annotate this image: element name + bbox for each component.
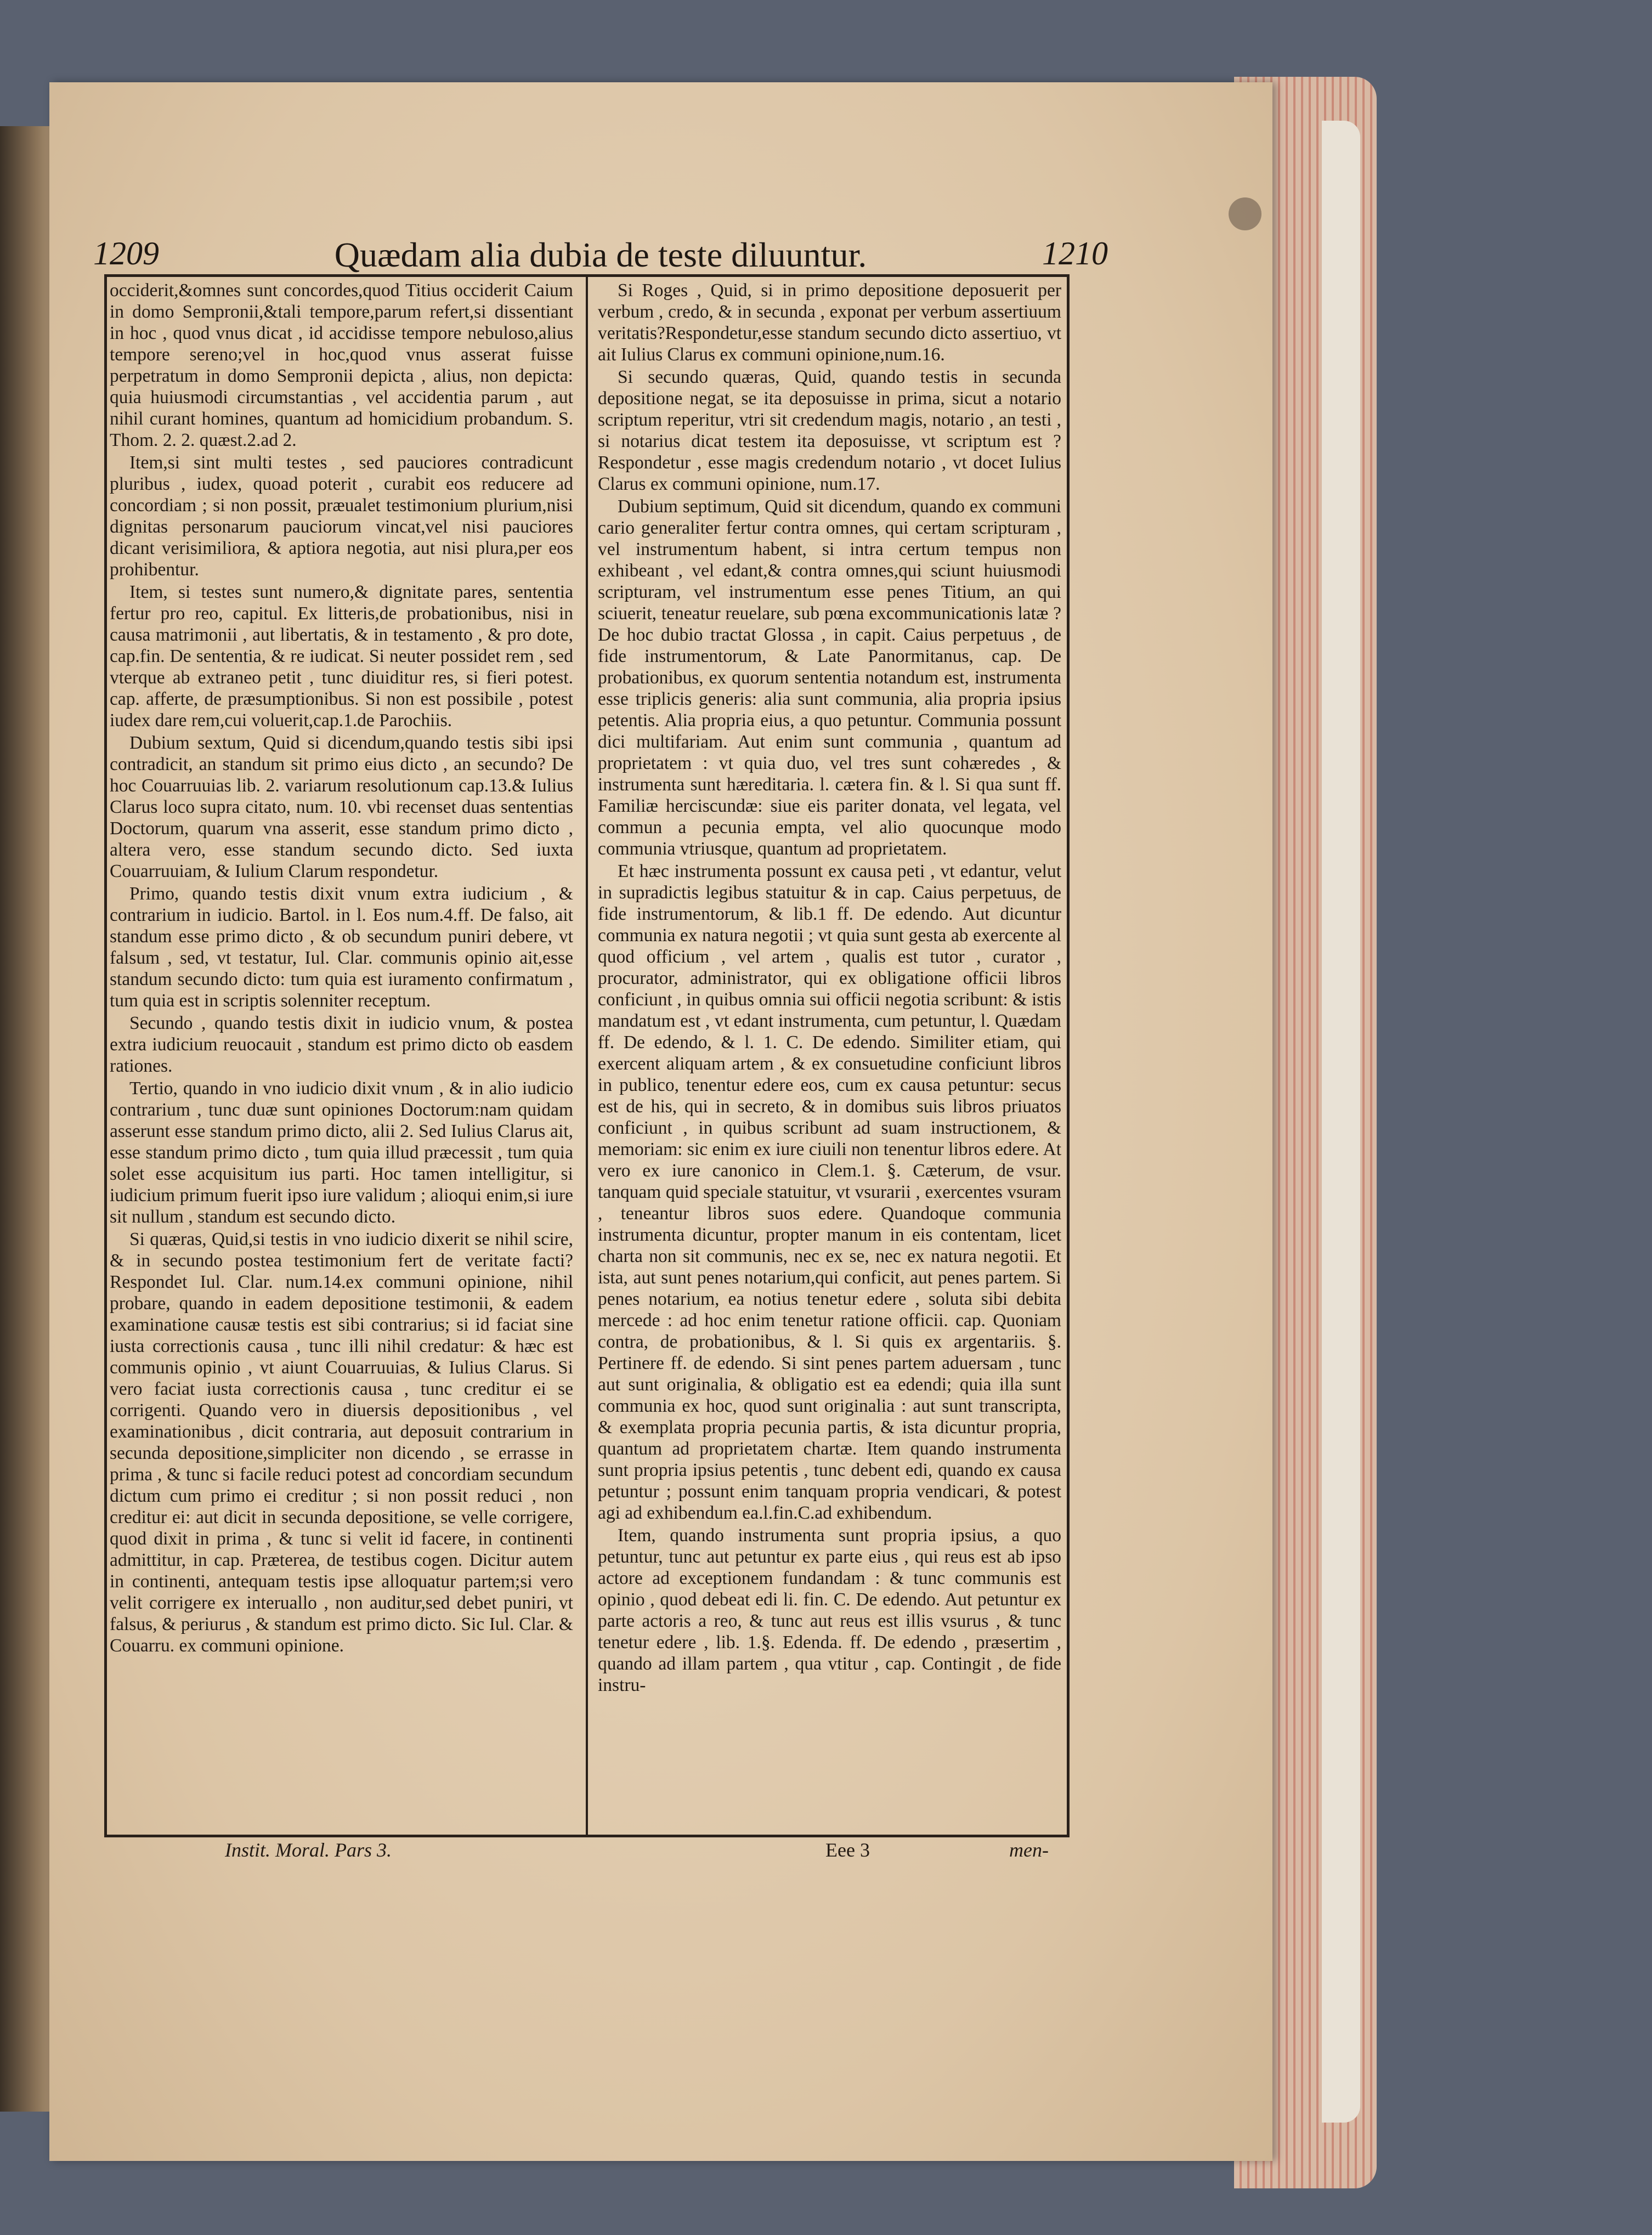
column-rule: [586, 274, 588, 1837]
footer-catchword: men-: [1009, 1839, 1049, 1861]
page-number-right: 1210: [1042, 235, 1108, 271]
paragraph: Secundo , quando testis dixit in iudicio vnum, & postea extra iudicium reuocauit , standum est primo dicto ob easdem rationes.: [110, 1013, 573, 1076]
paragraph: Si Roges , Quid, si in primo depositione deposuerit per verbum , credo, & in secunda , exponat per verbum assertiuum veritatis?Respondetur,esse standum secundo dicto assertiuo, vt ait Iulius Clarus ex communi opinione,num.16.: [598, 280, 1061, 365]
paragraph: Primo, quando testis dixit vnum extra iudicium , & contrarium in iudicio. Bartol. in l. Eos num.4.ff. De falso, ait standum esse primo dicto , & ob secundum puniri debere, vt falsum , sed, vt testatur, Iul. Clar. communis opinio ait,esse standum secundo dicto: tum quia est iuramento confirmatum , tum quia est in scriptis solenniter receptum.: [110, 884, 573, 1011]
paragraph: Dubium sextum, Quid si dicendum,quando testis sibi ipsi contradicit, an standum sit primo eius dicto , an secundo? De hoc Couarruuias lib. 2. variarum resolutionum cap.13.& Iulius Clarus loco supra citato, num. 10. vbi recenset duas sententias Doctorum, quarum vna asserit, esse standum primo dicto , altera vero, esse standum secundo dicto. Sed iuxta Couarruuiam, & Iulium Clarum respondetur.: [110, 733, 573, 881]
paragraph: occiderit,&omnes sunt concordes,quod Titius occiderit Caium in domo Sempronii,&tali tempore,parum refert,si dissentiant in hoc , quod vnus dicat , id accidisse tempore nebuloso,alius tempore sereno;vel in hoc,quod vnus asserat fuisse perpetratum in domo Sempronii depicta , alius, non depicta: quia huiusmodi circumstantias , vel accidentia parum , aut nihil curant homines, quantum ad homicidium probandum. S. Thom. 2. 2. quæst.2.ad 2.: [110, 280, 573, 450]
paragraph: Et hæc instrumenta possunt ex causa peti , vt edantur, velut in supradictis legibus statuitur & in cap. Caius perpetuus, de fide instrumentorum, & lib.1 ff. De edendo. Aut dicuntur communia ex natura negotii ; vt quia sunt gesta ab exercente al quod officium , vel artem , qualis est tutor , curator , procurator, administrator, qui ex obligatione officii libros conficiunt , in quibus omnia sui officii negotia scribunt: & istis mandatum est , vt edant instrumenta, cum petuntur, l. Quædam ff. De edendo, & l. 1. C. De edendo. Similiter etiam, qui exercent aliquam artem , & ex consuetudine conficiunt libros in publico, tenentur edere eos, cum ex causa petuntur: secus est de his, qui in secreto, & in domibus suis libros priuatos conficiunt , in quibus scribunt ad suam instructionem, & memoriam: sic enim ex iure ciuili non tenentur libros edere. At vero ex iure canonico in Clem.1. §. Cæterum, de vsur. tanquam quid speciale statuitur, vt vsurarii , exercentes vsuram , teneantur libros suos edere. Quandoque communia instrumenta dicuntur, propter manum in eis contentam, licet charta non sit communis, nec ex se, nec ex natura negotii. Et ista, aut sunt penes notarium,qui conficit, aut penes partem. Si penes notarium, ea notius tenetur edere , soluta sibi debita mercede : ad hoc enim tenetur ratione officii. cap. Quoniam contra, de probationibus, & l. Si quis ex argentariis. §. Pertinere ff. de edendo. Si sint penes partem aduersam , tunc aut sunt originalia, & obligatio est ea edendi; quia illa sunt communia ex hoc, quod sunt originalia : aut sunt transcripta, & exemplata propria pecunia partis, & ista dicuntur propria, quantum ad proprietatem chartæ. Item quando instrumenta sunt propria ipsius petentis , tunc debent edi, quando ex causa petuntur ; possunt enim tanquam propria vendicari, & potest agi ad exhibendum ea.l.fin.C.ad exhibendum.: [598, 861, 1061, 1523]
page-header: [93, 235, 1108, 273]
paragraph: Item, si testes sunt numero,& dignitate pares, sententia fertur pro reo, capitul. Ex litteris,de probationibus, nisi in causa matrimonii , aut libertatis, & in testamento , & pro dote, cap.fin. De sententia, & re iudicat. Si neuter possidet rem , sed vterque ab extraneo petit , tunc diuiditur res, si fieri potest. cap. afferte, de præsumptionibus. Si non est possibile , potest iudex dare rem,cui voluerit,cap.1.de Parochiis.: [110, 582, 573, 731]
paragraph: Item, quando instrumenta sunt propria ipsius, a quo petuntur, tunc aut petuntur ex parte eius , qui reus est ab ipso actore ad exceptionem fundandam : & tunc communis est opinio , quod debeat edi li. fin. C. De edendo. Aut petuntur ex parte actoris a reo, & tunc aut reus est illis vsurus , & tunc tenetur edere , lib. 1.§. Edenda. ff. De edendo , præsertim , quando ad illam partem , qua vtitur , cap. Contingit , de fide instru-: [598, 1525, 1061, 1695]
paragraph: Item,si sint multi testes , sed pauciores contradicunt pluribus , iudex, quoad poterit , curabit eos reducere ad concordiam ; si non possit, præualet testimonium plurium,nisi dignitas personarum pauciorum vincat,vel nisi pauciores dicant verisimiliora, & aptiora negotia, aut nisi plura,per eos prohibentur.: [110, 452, 573, 580]
running-title: Quædam alia dubia de teste diluuntur.: [334, 235, 867, 274]
left-column: [110, 280, 573, 1826]
paragraph: Dubium septimum, Quid sit dicendum, quando ex communi cario generaliter fertur contra omnes, qui certam scripturam , vel instrumentum habent, si intra certum tempus non exhibeant , vel edant,& contra omnes,qui sciunt huiusmodi scripturam, vel instrumentum esse penes Titium, an qui sciuerit, teneatur reuelare, sub pœna excommunicationis latæ ? De hoc dubio tractat Glossa , in capit. Caius perpetuus , de fide instrumentorum, & Late Panormitanus, cap. De probationibus, ex quorum sententia notandum est, instrumenta esse triplicis generis: alia sunt communia, alia propria ipsius petentis. Alia propria eius, a quo petuntur. Communia possunt dici multifariam. Aut enim sunt communia , quantum ad proprietatem : vt quia duo, vel tres sunt cohæredes , & instrumenta sunt hæreditaria. l. cætera fin. & l. Si qua sunt ff. Familiæ herciscundæ: siue eis pariter donata, vel legata, vel commun a pecunia empta, vel alio quocunque modo communia vtriusque, quantum ad proprietatem.: [598, 496, 1061, 859]
page-number-left: 1209: [93, 235, 159, 271]
footer-signature-title: Instit. Moral. Pars 3.: [225, 1839, 392, 1861]
paragraph: Tertio, quando in vno iudicio dixit vnum , & in alio iudicio contrarium , tunc duæ sunt opiniones Doctorum:nam quidam asserunt esse standum primo dicto, alii 2. Sed Iulius Clarus ait, esse standum primo dicto , tum quia illud præcessit , tum quia solet esse acquisitum ius parti. Hoc tamen intelligitur, si iudicium primum fuerit ipso iure validum ; alioqui enim,si iure sit nullum , standum est secundo dicto.: [110, 1078, 573, 1227]
paragraph: Si quæras, Quid,si testis in vno iudicio dixerit se nihil scire, & in secundo postea testimonium fert de veritate facti?Respondet Iul. Clar. num.14.ex communi opinione, nihil probare, quando in eadem depositione testimonii, & eadem examinatione causæ testis est sibi contrarius; si id faciat sine iusta correctionis causa , tunc illi nihil credatur: & hæc est communis opinio , vt aiunt Couarruuias, & Iulius Clarus. Si vero faciat iusta correctionis causa , tunc creditur ei se corrigenti. Quando vero in diuersis depositionibus , vel examinationibus , dicit contraria, aut deposuit contrarium in secunda depositione,simpliciter non dicendo , se errasse in prima , & tunc si facile reduci potest ad concordiam secundum dictum cum primo ei creditur ; si non possit reduci , non creditur ei: aut dicit in secunda depositione, se velle corrigere, quod dixit in prima , & tunc si velit id facere, in continenti admittitur, in cap. Præterea, de testibus cogen. Dicitur autem in continenti, antequam testis ipse alloquatur partem;si vero velit corrigere ex interuallo , non auditur,sed debet puniri, vt falsus, & periurus , & standum est primo dicto. Sic Iul. Clar. & Couarru. ex communi opinione.: [110, 1229, 573, 1656]
right-column: [598, 280, 1061, 1826]
paragraph: Si secundo quæras, Quid, quando testis in secunda depositione negat, se ita deposuisse in prima, sicut a notario scriptum reperitur, vtri sit credendum magis, notario , an testi , si notarius dicat testem ita deposuisse, vt scriptum est ? Respondetur , esse magis credendum notario , vt docet Iulius Clarus ex communi opinione, num.17.: [598, 367, 1061, 494]
footer-signature-mark: Eee 3: [825, 1839, 870, 1861]
page-edges-light: [1322, 121, 1360, 2123]
ink-spot: [1229, 197, 1261, 230]
